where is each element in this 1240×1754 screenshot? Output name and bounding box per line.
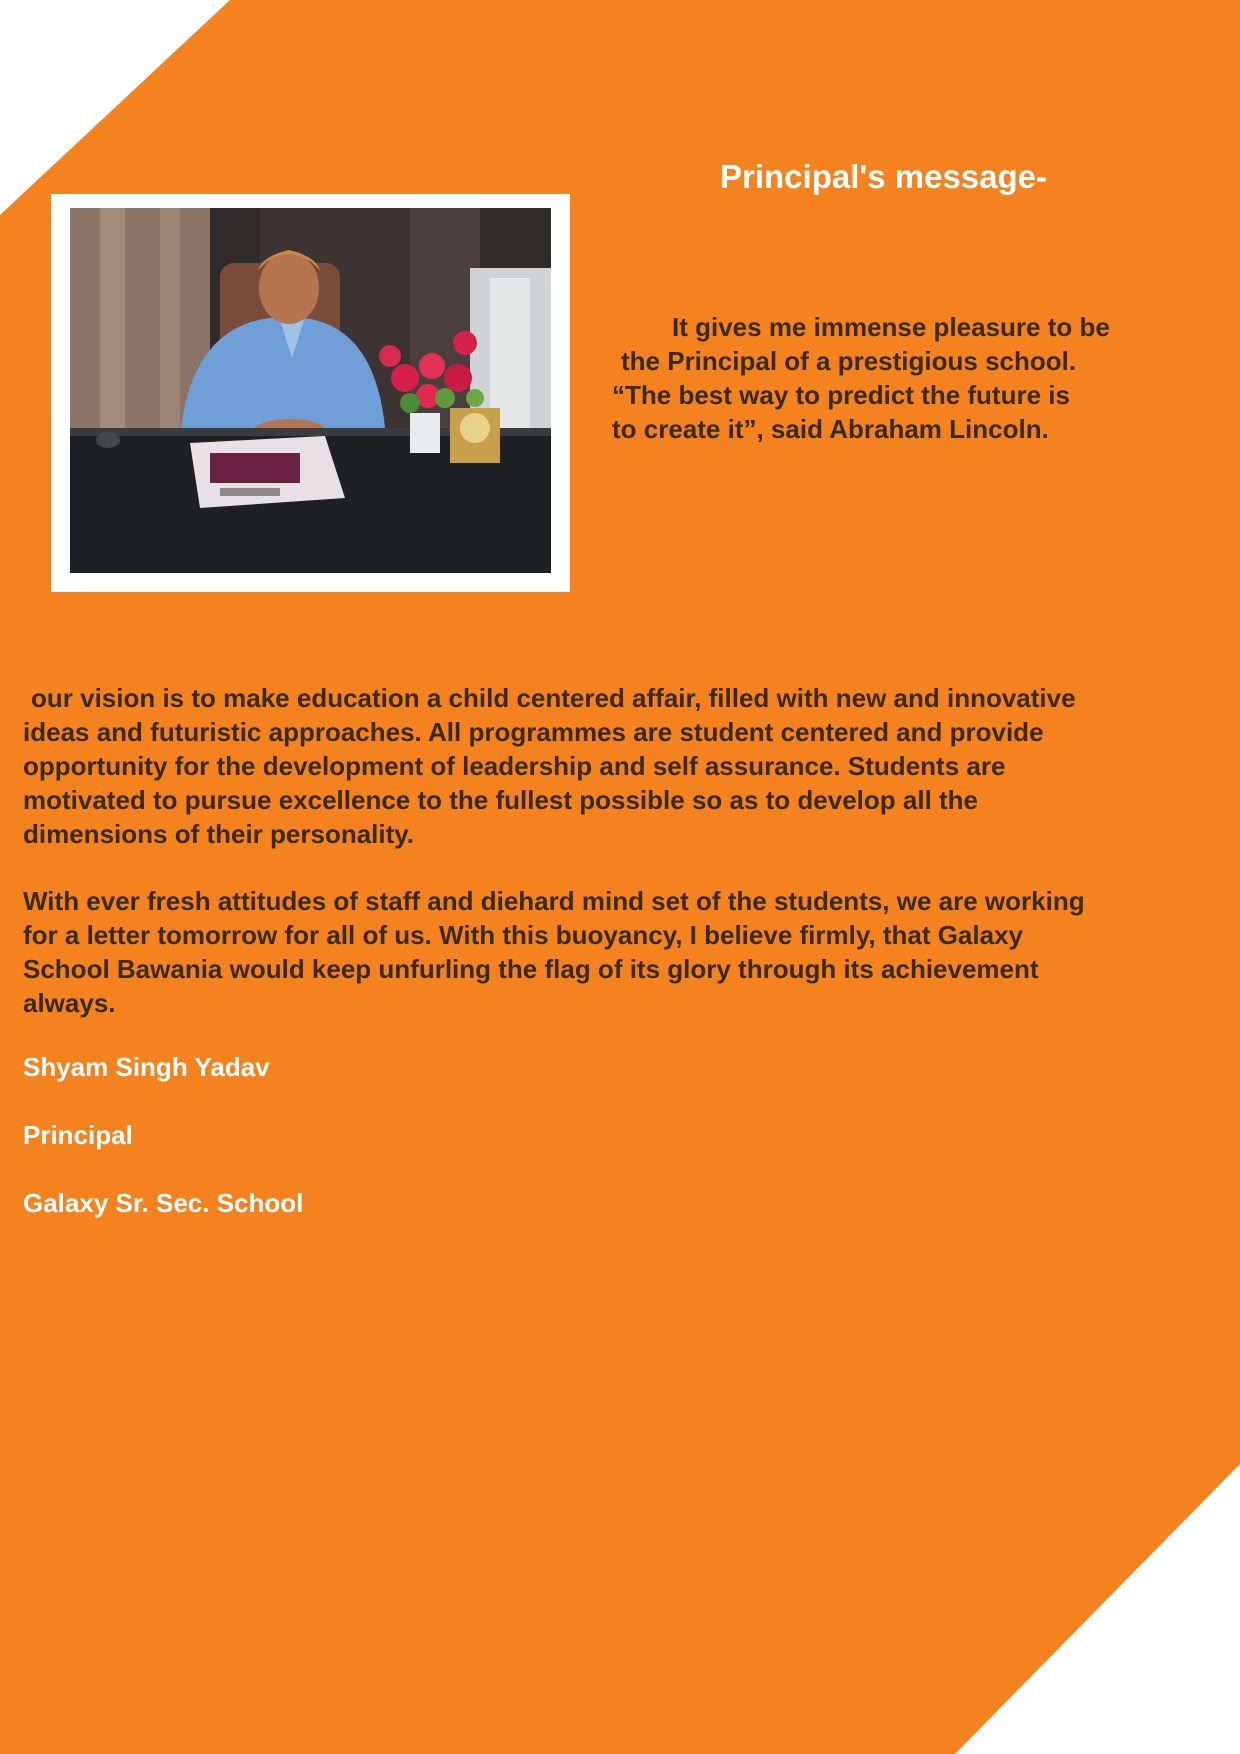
signature-name: Shyam Singh Yadav: [23, 1052, 270, 1082]
intro-message: [612, 310, 1172, 446]
message-body: [23, 681, 1223, 1020]
paragraph-line: our vision is to make education a child centered affair, filled with new and innovative: [31, 683, 1076, 713]
paragraph-line: for a letter tomorrow for all of us. With this buoyancy, I believe firmly, that Galaxy: [23, 920, 1023, 950]
signature-school: Galaxy Sr. Sec. School: [23, 1188, 304, 1218]
page-title: Principal's message-: [720, 158, 1048, 195]
top-left-corner-decoration: [0, 0, 230, 215]
intro-line: to create it”, said Abraham Lincoln.: [612, 414, 1049, 444]
paragraph-spacer: [23, 851, 1223, 884]
principal-photo-illustration: [70, 208, 551, 573]
paragraph-line: ideas and futuristic approaches. All programmes are student centered and provide: [23, 717, 1044, 747]
principal-photo: [70, 208, 551, 573]
paragraph-line: always.: [23, 988, 116, 1018]
intro-line: the Principal of a prestigious school.: [621, 346, 1077, 376]
principal-photo-frame: [51, 194, 570, 592]
signature-role: Principal: [23, 1120, 133, 1150]
paragraph-line: With ever fresh attitudes of staff and diehard mind set of the students, we are working: [23, 886, 1085, 916]
bottom-right-corner-decoration: [955, 1464, 1240, 1754]
intro-line: “The best way to predict the future is: [612, 380, 1070, 410]
paragraph-line: motivated to pursue excellence to the fullest possible so as to develop all the: [23, 785, 979, 815]
intro-line: It gives me immense pleasure to be: [672, 312, 1110, 342]
paragraph-line: School Bawania would keep unfurling the flag of its glory through its achievement: [23, 954, 1039, 984]
paragraph-line: opportunity for the development of leadership and self assurance. Students are: [23, 751, 1006, 781]
paragraph-line: dimensions of their personality.: [23, 819, 415, 849]
